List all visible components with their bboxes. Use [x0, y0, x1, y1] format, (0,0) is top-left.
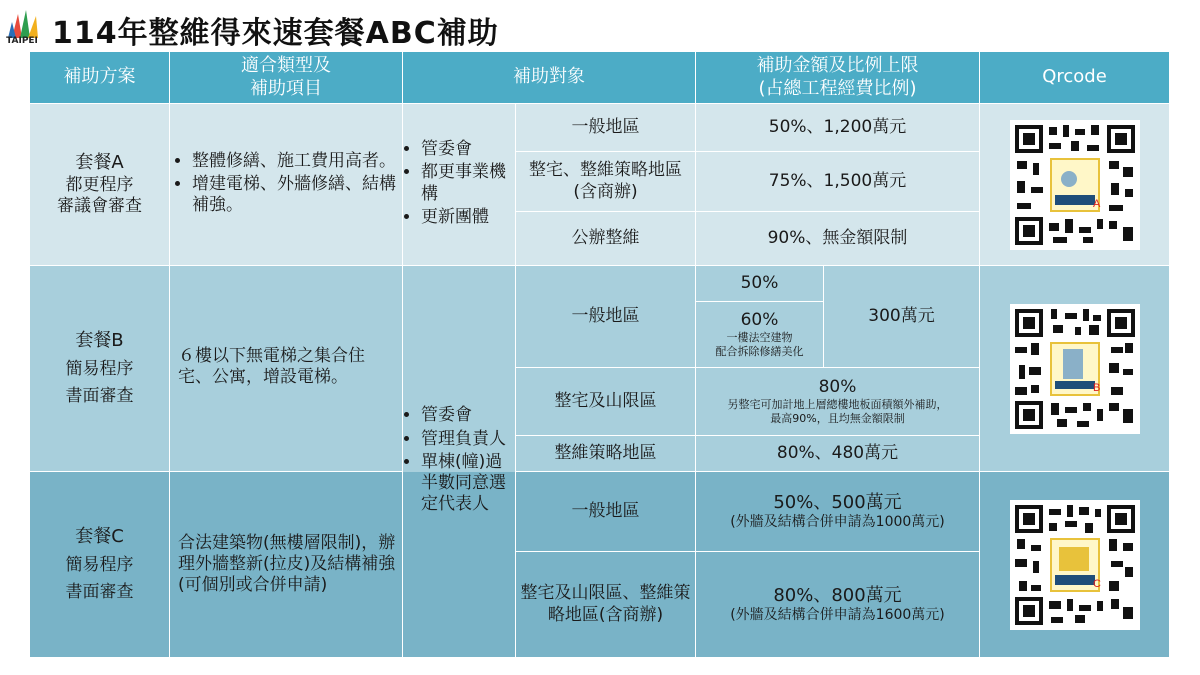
plan-c-amount-strategy: 80%、800萬元: [773, 584, 902, 606]
plan-b-area-general: 一般地區: [516, 266, 696, 368]
header-type: 適合類型及 補助項目: [170, 52, 403, 104]
plan-b-pct-60: 60%: [740, 309, 779, 330]
plan-b-qr-cell: [980, 266, 1170, 472]
plan-c-name: 套餐C: [75, 526, 124, 547]
plan-a-area-strategy: 整宅、整維策略地區(含商辦): [516, 152, 696, 212]
plan-a-items: [170, 104, 403, 266]
qr-a-label: A: [1092, 197, 1100, 210]
plan-c-process: 簡易程序: [65, 554, 134, 575]
plan-b-amount-general: 300萬元: [824, 266, 980, 368]
plan-a-amount-strategy: 75%、1,500萬元: [696, 152, 980, 212]
plan-b-item: ６樓以下無電梯之集合住宅、公寓，增設電梯。: [170, 266, 403, 472]
plan-a-target: • 都更事業機構: [421, 162, 511, 205]
plan-a-amount-public: 90%、無金額限制: [696, 212, 980, 266]
header-plan: 補助方案: [30, 52, 170, 104]
plan-b-area-strategy: 整維策略地區: [516, 436, 696, 472]
plan-a-area-public: 公辦整維: [516, 212, 696, 266]
plan-b-amount-mountain-cell: [696, 368, 980, 436]
header-amount: 補助金額及比例上限 (占總工程經費比例): [696, 52, 980, 104]
plan-b-name: 套餐B: [75, 330, 124, 351]
qrcode-a-icon[interactable]: [1010, 120, 1140, 250]
plan-c-note-general: (外牆及結構合併申請為1000萬元): [730, 514, 945, 530]
plan-a-item: • 增建電梯、外牆修繕、結構補強。: [192, 174, 398, 217]
plan-a-targets: [403, 104, 516, 266]
plan-bc-targets: [403, 266, 516, 658]
qrcode-b-icon[interactable]: [1010, 304, 1140, 434]
plan-a-process: 都更程序: [65, 174, 134, 195]
plan-a-review: 審議會審查: [57, 195, 142, 216]
qr-b-label: B: [1092, 381, 1100, 394]
qr-c-label: C: [1092, 577, 1101, 590]
logo-text: TAIPEI: [6, 36, 38, 46]
plan-a-name: 套餐A: [75, 152, 124, 173]
plan-a-area-general: 一般地區: [516, 104, 696, 152]
plan-c-area-strategy: 整宅及山限區、整維策略地區(含商辦): [516, 552, 696, 658]
plan-c-qr-cell: [980, 472, 1170, 658]
page-title: 114年整維得來速套餐ABC補助: [52, 16, 499, 51]
plan-b-name-cell: [30, 266, 170, 472]
plan-a-target: • 更新團體: [421, 207, 511, 228]
plan-bc-target: • 管委會: [421, 405, 511, 426]
plan-c-name-cell: [30, 472, 170, 658]
plan-a-item: • 整體修繕、施工費用高者。: [192, 151, 398, 172]
plan-b-area-mountain: 整宅及山限區: [516, 368, 696, 436]
plan-b-review: 書面審查: [65, 385, 134, 406]
plan-b-amount-strategy: 80%、480萬元: [696, 436, 980, 472]
plan-bc-target: • 單棟(幢)過半數同意選定代表人: [421, 452, 511, 516]
plan-bc-target: • 管理負責人: [421, 429, 511, 450]
plan-b-amount-mountain: 80%: [818, 376, 857, 397]
plan-b-process: 簡易程序: [65, 358, 134, 379]
plan-c-item: 合法建築物(無樓層限制)，辦理外牆整新(拉皮)及結構補強(可個別或合併申請): [170, 472, 403, 658]
plan-a-amount-general: 50%、1,200萬元: [696, 104, 980, 152]
plan-b-mountain-note: 另整宅可加計地上層總樓地板面積額外補助， 最高90%，且均無金額限制: [727, 397, 948, 426]
plan-c-amount-general: 50%、500萬元: [773, 491, 902, 513]
plan-c-area-general: 一般地區: [516, 472, 696, 552]
plan-a-target: • 管委會: [421, 139, 511, 160]
plan-c-review: 書面審查: [65, 581, 134, 602]
plan-c-amount-strategy-cell: [696, 552, 980, 658]
plan-b-pct-60-cell: [696, 302, 824, 368]
plan-a-name-cell: [30, 104, 170, 266]
plan-a-qr-cell: [980, 104, 1170, 266]
plan-c-note-strategy: (外牆及結構合併申請為1600萬元): [730, 607, 945, 623]
plan-b-pct-50: 50%: [696, 266, 824, 302]
header-target: 補助對象: [403, 52, 696, 104]
plan-b-pct-60-note: 一樓法空建物 配合拆除修繕美化: [715, 330, 804, 359]
qrcode-c-icon[interactable]: [1010, 500, 1140, 630]
plan-c-amount-general-cell: [696, 472, 980, 552]
header-qrcode: Qrcode: [980, 52, 1170, 104]
